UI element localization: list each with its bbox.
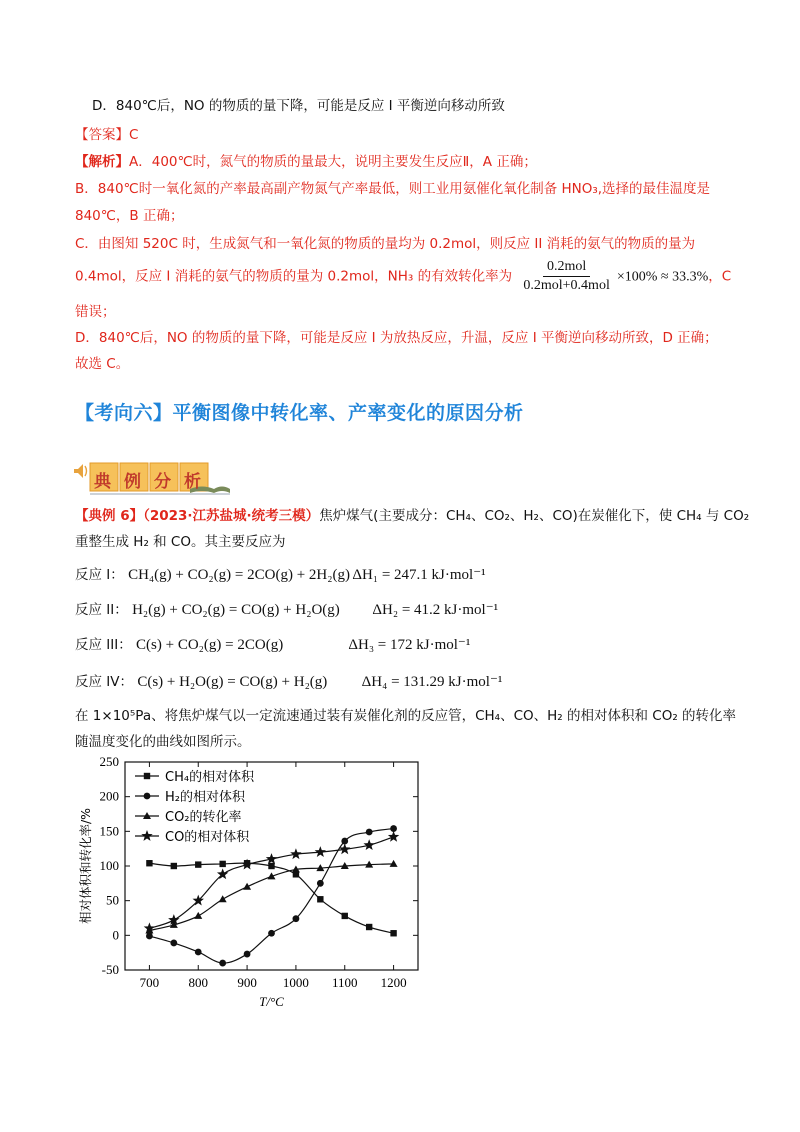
y-tick-label: 250 <box>99 754 119 769</box>
fraction-denominator: 0.2mol+0.4mol <box>523 278 610 293</box>
data-point-series-1 <box>170 940 177 947</box>
data-point-series-0 <box>366 924 372 930</box>
data-point-series-1 <box>219 960 226 967</box>
reaction-equation: H₂(g) + CO₂(g) = CO(g) + H₂O(g) <box>132 602 340 618</box>
reaction-equation: C(s) + H₂O(g) = CO(g) + H₂(g) <box>137 674 328 690</box>
reaction-label: 反应 I： <box>75 567 124 583</box>
legend-marker-1 <box>144 793 151 800</box>
analysis-a <box>75 152 537 172</box>
y-tick-label: 150 <box>99 823 119 839</box>
data-point-series-0 <box>268 863 274 869</box>
paragraph-line2: 随温度变化的曲线如图所示。 <box>75 734 251 750</box>
x-tick-label: 1000 <box>282 975 309 990</box>
data-point-series-1 <box>317 880 324 887</box>
data-point-series-0 <box>317 896 323 902</box>
legend-label-3: CO的相对体积 <box>165 830 250 845</box>
data-point-series-0 <box>171 863 177 869</box>
reaction-4 <box>75 669 502 695</box>
example-intro-line2: 重整生成 H₂ 和 CO。其主要反应为 <box>75 534 286 550</box>
x-tick-label: 800 <box>188 975 208 990</box>
y-tick-label: 0 <box>112 927 119 943</box>
example-banner <box>72 455 232 497</box>
example-source: （2023·江苏盐城·统考三模） <box>143 508 320 524</box>
legend-marker-0 <box>144 773 150 779</box>
example-text1: 焦炉煤气(主要成分：CH₄、CO₂、H₂、CO)在炭催化下，使 CH₄ 与 CO₂ <box>319 508 750 524</box>
data-point-series-3 <box>315 846 326 857</box>
reaction-enthalpy: ΔH₁ = 247.1 kJ·mol⁻¹ <box>352 567 486 583</box>
analysis-c-line2 <box>75 258 731 296</box>
reaction-equation: CH₄(g) + CO₂(g) = 2CO(g) + 2H₂(g) <box>128 567 350 583</box>
data-point-series-3 <box>388 831 399 842</box>
section-heading: 【考向六】平衡图像中转化率、产率变化的原因分析 <box>75 402 524 424</box>
data-point-series-0 <box>195 861 201 867</box>
y-tick-label: 200 <box>99 788 119 804</box>
y-tick-label: 100 <box>99 858 119 873</box>
legend-marker-3 <box>141 830 152 841</box>
legend-label-0: CH₄的相对体积 <box>165 770 255 785</box>
banner-char-3: 分 <box>154 472 171 492</box>
reaction-enthalpy: ΔH₂ = 41.2 kJ·mol⁻¹ <box>372 602 499 618</box>
x-tick-label: 700 <box>139 975 160 990</box>
y-axis-label: 相对体积和转化率/% <box>78 807 93 925</box>
analysis-c-line2-end: ，C <box>708 268 732 285</box>
x-tick-label: 1100 <box>331 975 358 990</box>
data-point-series-1 <box>146 933 153 940</box>
analysis-a-text: A．400℃时，氮气的物质的量最大，说明主要发生反应Ⅱ，A 正确； <box>129 154 537 170</box>
data-point-series-0 <box>146 860 152 866</box>
data-point-series-3 <box>290 848 301 859</box>
data-point-series-2 <box>243 883 251 890</box>
efficiency-fraction <box>519 258 613 295</box>
data-point-series-2 <box>219 895 227 902</box>
answer-line <box>75 125 138 145</box>
banner-char-4: 析 <box>184 472 201 492</box>
reaction-enthalpy: ΔH₃ = 172 kJ·mol⁻¹ <box>348 637 471 653</box>
reaction-2 <box>75 597 498 623</box>
analysis-c-line2-pre: 0.4mol，反应 I 消耗的氨气的物质的量为 0.2mol，NH₃ 的有效转化率为 <box>75 268 513 285</box>
answer-label: 【答案】 <box>75 127 129 143</box>
reaction-1 <box>75 562 486 588</box>
legend-label-1: H₂的相对体积 <box>165 790 245 805</box>
series-line-3 <box>149 837 393 929</box>
y-tick-label: -50 <box>101 962 119 977</box>
example-intro-line1 <box>75 506 749 526</box>
x-tick-label: 900 <box>237 975 257 990</box>
data-point-series-3 <box>266 853 277 864</box>
x-axis-label: T/°C <box>259 994 284 1009</box>
data-point-series-2 <box>194 912 202 919</box>
banner-char-1: 典 <box>94 472 111 492</box>
x-tick-label: 1200 <box>380 975 407 990</box>
analysis-d: D．840℃后，NO 的物质的量下降，可能是反应 I 为放热反应，升温，反应 I 平衡逆向移动所致，D 正确； <box>75 330 718 346</box>
data-point-series-1 <box>293 915 300 922</box>
data-point-series-0 <box>219 861 225 867</box>
data-point-series-0 <box>342 913 348 919</box>
analysis-label: 【解析】 <box>75 154 129 170</box>
reaction-label: 反应 II： <box>75 602 128 618</box>
analysis-conclusion: 故选 C。 <box>75 356 130 372</box>
reaction-3 <box>75 632 470 658</box>
data-point-series-1 <box>195 949 202 956</box>
analysis-b-line2: 840℃，B 正确； <box>75 208 184 224</box>
line-chart <box>70 750 430 1010</box>
reaction-label: 反应 III： <box>75 637 132 653</box>
data-point-series-3 <box>339 843 350 854</box>
reaction-label: 反应 IV： <box>75 674 134 690</box>
data-point-series-0 <box>390 930 396 936</box>
option-d: D．840℃后，NO 的物质的量下降，可能是反应 I 平衡逆向移动所致 <box>92 98 505 114</box>
data-point-series-3 <box>241 859 252 870</box>
legend-label-2: CO₂的转化率 <box>165 810 242 825</box>
example-tag: 【典例 6】 <box>75 508 144 524</box>
data-point-series-1 <box>366 829 373 836</box>
analysis-c-line3: 错误； <box>75 304 116 320</box>
analysis-b-line1: B．840℃时一氧化氮的产率最高副产物氮气产率最低，则工业用氨催化氧化制备 HNO₃,选择的最佳温度是 <box>75 181 711 197</box>
fraction-numerator: 0.2mol <box>543 258 590 277</box>
fraction-result: ×100% ≈ 33.3% <box>616 269 709 285</box>
y-tick-label: 50 <box>106 892 119 908</box>
answer-value: C <box>129 127 139 143</box>
paragraph-line1: 在 1×10⁵Pa、将焦炉煤气以一定流速通过装有炭催化剂的反应管，CH₄、CO、H₂ 的相对体积和 CO₂ 的转化率 <box>75 708 737 724</box>
reaction-equation: C(s) + CO₂(g) = 2CO(g) <box>136 637 284 653</box>
speaker-icon <box>74 464 87 478</box>
reaction-enthalpy: ΔH₄ = 131.29 kJ·mol⁻¹ <box>361 674 503 690</box>
analysis-c-line1: C．由图知 520C 时，生成氮气和一氧化氮的物质的量均为 0.2mol，则反应 II 消耗的氨气的物质的量为 <box>75 236 696 252</box>
data-point-series-1 <box>268 930 275 937</box>
series-line-1 <box>149 829 393 964</box>
data-point-series-3 <box>363 839 374 850</box>
data-point-series-1 <box>244 951 251 958</box>
banner-char-2: 例 <box>124 472 141 492</box>
